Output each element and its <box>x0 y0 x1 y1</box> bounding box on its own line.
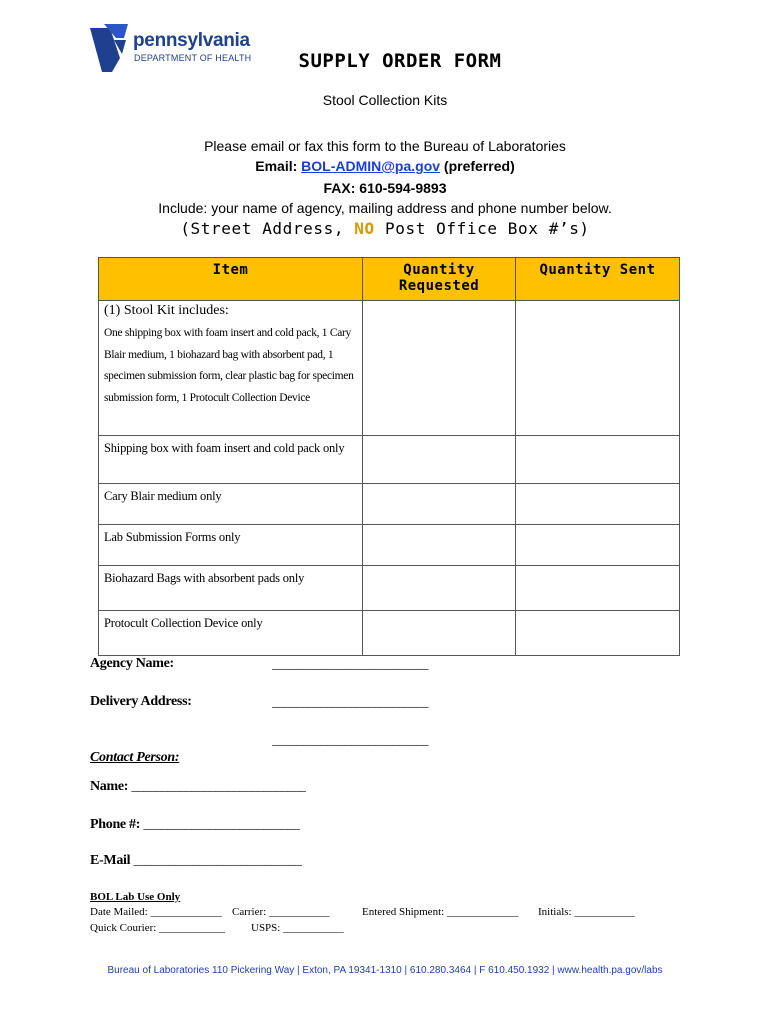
stool-kit-description: One shipping box with foam insert and cold pack, 1 Cary Blair medium, 1 biohazard bag with absorbent pad, 1 specimen submission form, clear plastic bag for specimen submission form, 1 Protocult Collection Device <box>104 327 354 404</box>
name-row <box>90 777 305 795</box>
table-row <box>99 566 680 611</box>
quantity-sent-cell <box>516 484 680 525</box>
street-address-note <box>0 219 770 238</box>
quick-courier-field[interactable]: Quick Courier: ____________ <box>90 922 226 934</box>
email-field[interactable]: ____________________________ <box>133 852 302 867</box>
footer-contact-info: Bureau of Laboratories 110 Pickering Way | Exton, PA 19341-1310 | 610.280.3464 | F 610.450.1932 | www.health.pa.gov/labs <box>107 965 663 976</box>
quantity-requested-input-cell[interactable] <box>363 525 516 566</box>
include-text: Include: your name of agency, mailing address and phone number below. <box>158 200 612 216</box>
table-row <box>99 301 680 436</box>
usps-field[interactable]: USPS: ___________ <box>251 922 344 934</box>
street-note-before: (Street Address, <box>180 219 355 238</box>
table-row <box>99 484 680 525</box>
contact-person-heading: Contact Person: <box>90 750 180 765</box>
delivery-address-label: Delivery Address: <box>90 694 192 709</box>
phone-row <box>90 815 299 833</box>
header-quantity-sent: Quantity Sent <box>516 258 680 301</box>
item-cell <box>99 436 363 484</box>
quantity-sent-cell <box>516 436 680 484</box>
agency-name-label: Agency Name: <box>90 656 174 671</box>
quantity-sent-cell <box>516 301 680 436</box>
item-label: Protocult Collection Device only <box>104 616 263 630</box>
name-field[interactable]: _____________________________ <box>131 778 306 793</box>
logo-wordmark: pennsylvania <box>133 30 250 51</box>
entered-shipment-field[interactable]: Entered Shipment: _____________ <box>362 906 519 918</box>
carrier-field[interactable]: Carrier: ___________ <box>232 906 330 918</box>
page-title: SUPPLY ORDER FORM <box>298 50 502 72</box>
name-label: Name: <box>90 779 132 794</box>
item-cell <box>99 566 363 611</box>
stool-kit-heading: (1) Stool Kit includes: <box>104 303 229 318</box>
email-link[interactable]: BOL-ADMIN@pa.gov <box>301 158 441 174</box>
item-cell <box>99 484 363 525</box>
email-line <box>0 158 770 174</box>
header-item: Item <box>99 258 363 301</box>
phone-label: Phone #: <box>90 817 144 832</box>
agency-name-field[interactable]: __________________________ <box>272 656 428 671</box>
instructions-text: Please email or fax this form to the Bureau of Laboratories <box>204 138 566 154</box>
quantity-requested-input-cell[interactable] <box>363 484 516 525</box>
header-quantity-requested: Quantity Requested <box>363 258 516 301</box>
item-label: Lab Submission Forms only <box>104 530 241 544</box>
form-subtitle: Stool Collection Kits <box>322 92 448 108</box>
quantity-sent-cell <box>516 566 680 611</box>
item-cell <box>99 611 363 656</box>
supply-order-table <box>98 257 680 656</box>
street-note-no: NO <box>354 219 375 238</box>
quantity-requested-input-cell[interactable] <box>363 566 516 611</box>
street-note-after: Post Office Box #’s) <box>374 219 590 238</box>
email-field-label: E-Mail <box>90 853 134 868</box>
email-row <box>90 851 301 869</box>
delivery-address-field-1[interactable]: __________________________ <box>272 694 428 709</box>
item-label: Shipping box with foam insert and cold pack only <box>104 441 345 455</box>
item-label: Biohazard Bags with absorbent pads only <box>104 571 305 585</box>
initials-field[interactable]: Initials: ___________ <box>538 906 635 918</box>
delivery-address-field-2[interactable]: __________________________ <box>272 732 428 747</box>
quantity-sent-cell <box>516 525 680 566</box>
table-header-row <box>99 258 680 301</box>
logo-department: DEPARTMENT OF HEALTH <box>134 53 252 63</box>
item-label: Cary Blair medium only <box>104 489 222 503</box>
item-cell-stool-kit <box>99 301 363 436</box>
quantity-requested-input-cell[interactable] <box>363 436 516 484</box>
quantity-requested-input-cell[interactable] <box>363 611 516 656</box>
date-mailed-field[interactable]: Date Mailed: _____________ <box>90 906 222 918</box>
email-label: Email: <box>255 158 302 174</box>
table-row <box>99 436 680 484</box>
table-row <box>99 611 680 656</box>
phone-field[interactable]: __________________________ <box>143 816 300 831</box>
table-row <box>99 525 680 566</box>
quantity-sent-cell <box>516 611 680 656</box>
email-note: (preferred) <box>440 158 515 174</box>
item-cell <box>99 525 363 566</box>
quantity-requested-input-cell[interactable] <box>363 301 516 436</box>
fax-line: FAX: 610-594-9893 <box>323 180 447 196</box>
bol-lab-use-heading: BOL Lab Use Only <box>90 891 181 903</box>
